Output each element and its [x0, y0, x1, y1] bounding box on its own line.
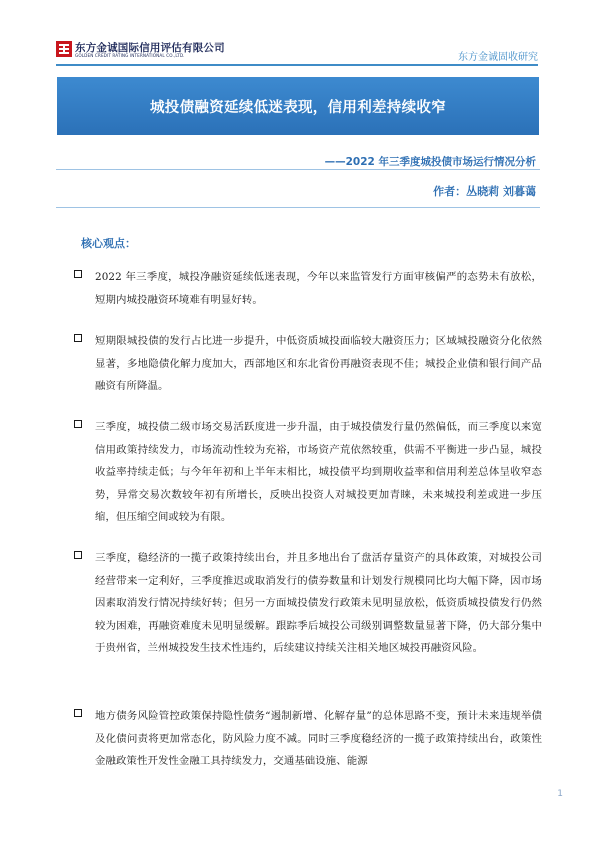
company-name-en: GOLDEN CREDIT RATING INTERNATIONAL CO.,LTD. [75, 53, 185, 58]
bullet-square-icon [74, 420, 82, 428]
core-point-text: 三季度，城投债二级市场交易活跃度进一步升温，由于城投债发行量仍然偏低，而三季度以来宽信用政策持续发力，市场流动性较为充裕，市场资产荒依然较重，供需不平衡进一步凸显，城投收益率持续走低；与今年年初和上半年末相比，城投债平均到期收益率和信用利差总体呈收窄态势，异常交易次数较年初有所增长，反映出投资人对城投更加青睐，未来城投利差或进一步压缩，但压缩空间或较为有限。 [95, 421, 542, 523]
core-point [70, 330, 542, 398]
page-header [0, 0, 595, 66]
core-point [70, 705, 542, 773]
bullet-square-icon [74, 551, 82, 559]
report-authors: 作者：丛晓莉 刘暮蔼 [433, 185, 536, 198]
bullet-square-icon [74, 270, 82, 278]
report-title: 城投债融资延续低迷表现，信用利差持续收窄 [150, 100, 446, 116]
core-point-text: 三季度，稳经济的一揽子政策持续出台，并且多地出台了盘活存量资产的具体政策，对城投公司经营带来一定利好，三季度推迟或取消发行的债券数量和计划发行规模同比均大幅下降，因市场因素取消发行情况持续好转；但另一方面城投债发行政策未见明显放松，低资质城投债发行仍然较为困难，再融资难度未见明显缓解。跟踪季后城投公司级别调整数量显著下降，仍大部分集中于贵州省，兰州城投发生技术性违约，后续建议持续关注相关地区城投再融资风险。 [95, 552, 542, 654]
bullet-square-icon [74, 709, 82, 717]
report-subtitle: ——2022 年三季度城投债市场运行情况分析 [324, 156, 536, 168]
header-divider [56, 64, 538, 66]
core-point-text: 短期限城投债的发行占比进一步提升，中低资质城投面临较大融资压力；区域城投融资分化依然显著，多地隐债化解力度加大，西部地区和东北省份再融资表现不佳；城投企业债和银行间产品融资有所降温。 [95, 335, 542, 392]
core-point-text: 2022 年三季度，城投净融资延续低迷表现，今年以来监管发行方面审核偏严的态势未有放松，短期内城投融资环境难有明显好转。 [95, 271, 542, 306]
title-banner [57, 77, 539, 135]
company-logo-icon [56, 41, 72, 57]
core-point [70, 416, 542, 529]
core-views-heading: 核心观点： [81, 237, 136, 250]
company-name-cn: 东方金诚国际信用评估有限公司 [75, 42, 225, 54]
bullet-square-icon [74, 334, 82, 342]
research-brand: 东方金诚固收研究 [458, 52, 538, 63]
core-point-text: 地方债务风险管控政策保持隐性债务“遏制新增、化解存量”的总体思路不变，预计未来违规举债及化债问责将更加常态化，防风险力度不减。同时三季度稳经济的一揽子政策持续出台，政策性金融政策性开发性金融工具持续发力，交通基础设施、能源 [95, 710, 542, 767]
core-point [70, 266, 542, 311]
core-point [70, 547, 542, 660]
page-number: 1 [557, 789, 563, 799]
author-divider [56, 207, 540, 208]
subtitle-divider [56, 169, 540, 170]
